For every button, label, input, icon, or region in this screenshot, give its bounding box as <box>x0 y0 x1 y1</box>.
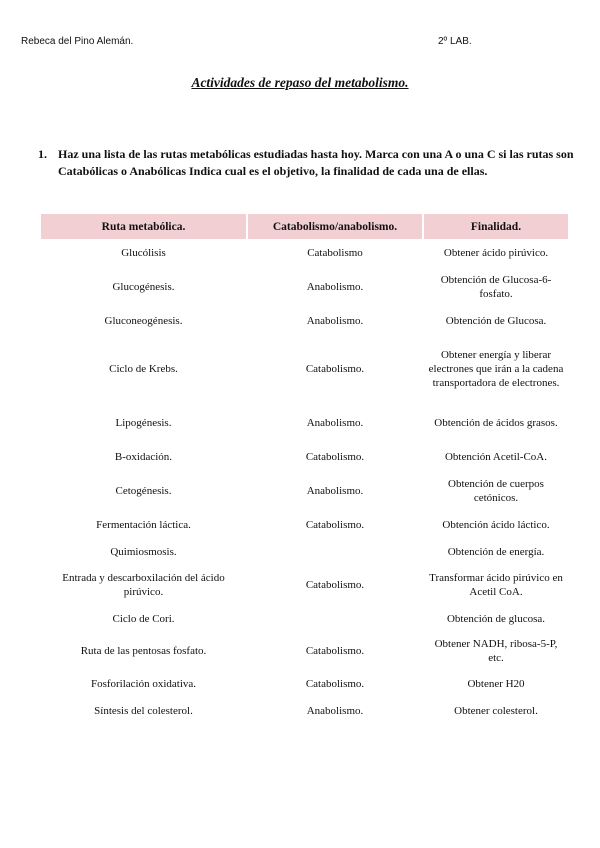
purpose-cell: Obtención de energía. <box>447 545 545 558</box>
route-cell: Fosforilación oxidativa. <box>90 678 197 690</box>
question-1 <box>38 146 583 180</box>
purpose-cell: Transformar ácido pirúvico en Acetil CoA. <box>429 572 563 598</box>
purpose-cell: Obtención de ácidos grasos. <box>434 417 558 429</box>
table-row <box>41 697 568 725</box>
column-header-route: Ruta metabólica. <box>41 214 246 239</box>
table-row <box>41 564 568 606</box>
type-cell: Anabolismo. <box>306 705 364 717</box>
route-cell: Quimiosmosis. <box>110 545 177 558</box>
table-header-row <box>41 214 568 239</box>
author-name: Rebeca del Pino Alemán. <box>21 36 134 47</box>
route-cell: Glucogénesis. <box>112 281 175 293</box>
route-cell: Entrada y descarboxilación del ácido pirúvico. <box>62 572 225 598</box>
type-cell <box>248 539 422 564</box>
route-cell: Fermentación láctica. <box>96 519 191 531</box>
purpose-cell: Obtención de Glucosa. <box>445 315 547 327</box>
table-row <box>41 403 568 443</box>
route-cell: B-oxidación. <box>114 451 173 463</box>
type-cell: Catabolismo <box>307 247 363 259</box>
column-header-purpose: Finalidad. <box>424 214 568 239</box>
course-label: 2º LAB. <box>438 36 472 47</box>
purpose-cell: Obtener energía y liberar electrones que irán a la cadena transportadora de electrones. <box>428 349 564 389</box>
table-row <box>41 267 568 307</box>
type-cell: Catabolismo. <box>305 678 365 690</box>
metabolic-routes-table <box>39 214 570 725</box>
type-cell: Catabolismo. <box>305 451 365 463</box>
question-text: Haz una lista de las rutas metabólicas estudiadas hasta hoy. Marca con una A o una C si las rutas son Catabólicas o Anabólicas Indica cual es el objetivo, la finalidad de cada una de ellas. <box>58 147 574 178</box>
table-row <box>41 671 568 697</box>
type-cell: Catabolismo. <box>305 363 365 375</box>
purpose-cell: Obtener ácido pirúvico. <box>443 247 549 259</box>
route-cell: Gluconeogénesis. <box>104 315 183 327</box>
route-cell: Ciclo de Krebs. <box>109 363 178 375</box>
table-row <box>41 511 568 539</box>
purpose-cell: Obtención de cuerpos cetónicos. <box>448 478 544 504</box>
purpose-cell: Obtención de Glucosa-6-fosfato. <box>440 274 552 300</box>
type-cell: Anabolismo. <box>306 315 364 327</box>
column-header-type: Catabolismo/anabolismo. <box>248 214 422 239</box>
type-cell: Anabolismo. <box>306 281 364 293</box>
purpose-cell: Obtener NADH, ribosa-5-P, etc. <box>434 638 558 664</box>
route-cell: Ruta de las pentosas fosfato. <box>80 645 207 657</box>
table-row <box>41 539 568 564</box>
table-row <box>41 631 568 671</box>
table-row <box>41 471 568 511</box>
route-cell: Cetogénesis. <box>115 485 172 497</box>
route-cell: Lipogénesis. <box>115 417 172 429</box>
type-cell: Catabolismo. <box>305 579 365 591</box>
table-row <box>41 606 568 631</box>
purpose-cell: Obtención ácido láctico. <box>442 519 550 531</box>
purpose-cell: Obtención Acetil-CoA. <box>444 451 548 463</box>
type-cell <box>248 606 422 631</box>
question-number: 1. <box>38 147 47 161</box>
purpose-cell: Obtener H20 <box>467 678 525 690</box>
table-row <box>41 443 568 471</box>
page-title: Actividades de repaso del metabolismo. <box>191 75 409 90</box>
purpose-cell: Obtención de glucosa. <box>446 612 546 625</box>
route-cell: Síntesis del colesterol. <box>94 705 193 717</box>
route-cell: Ciclo de Cori. <box>112 612 175 625</box>
table-row <box>41 239 568 267</box>
table-row <box>41 307 568 335</box>
type-cell: Catabolismo. <box>305 645 365 657</box>
purpose-cell: Obtener colesterol. <box>454 705 538 717</box>
route-cell: Glucólisis <box>121 247 166 259</box>
type-cell: Anabolismo. <box>306 485 364 497</box>
type-cell: Catabolismo. <box>305 519 365 531</box>
table-row <box>41 335 568 403</box>
type-cell: Anabolismo. <box>306 417 364 429</box>
